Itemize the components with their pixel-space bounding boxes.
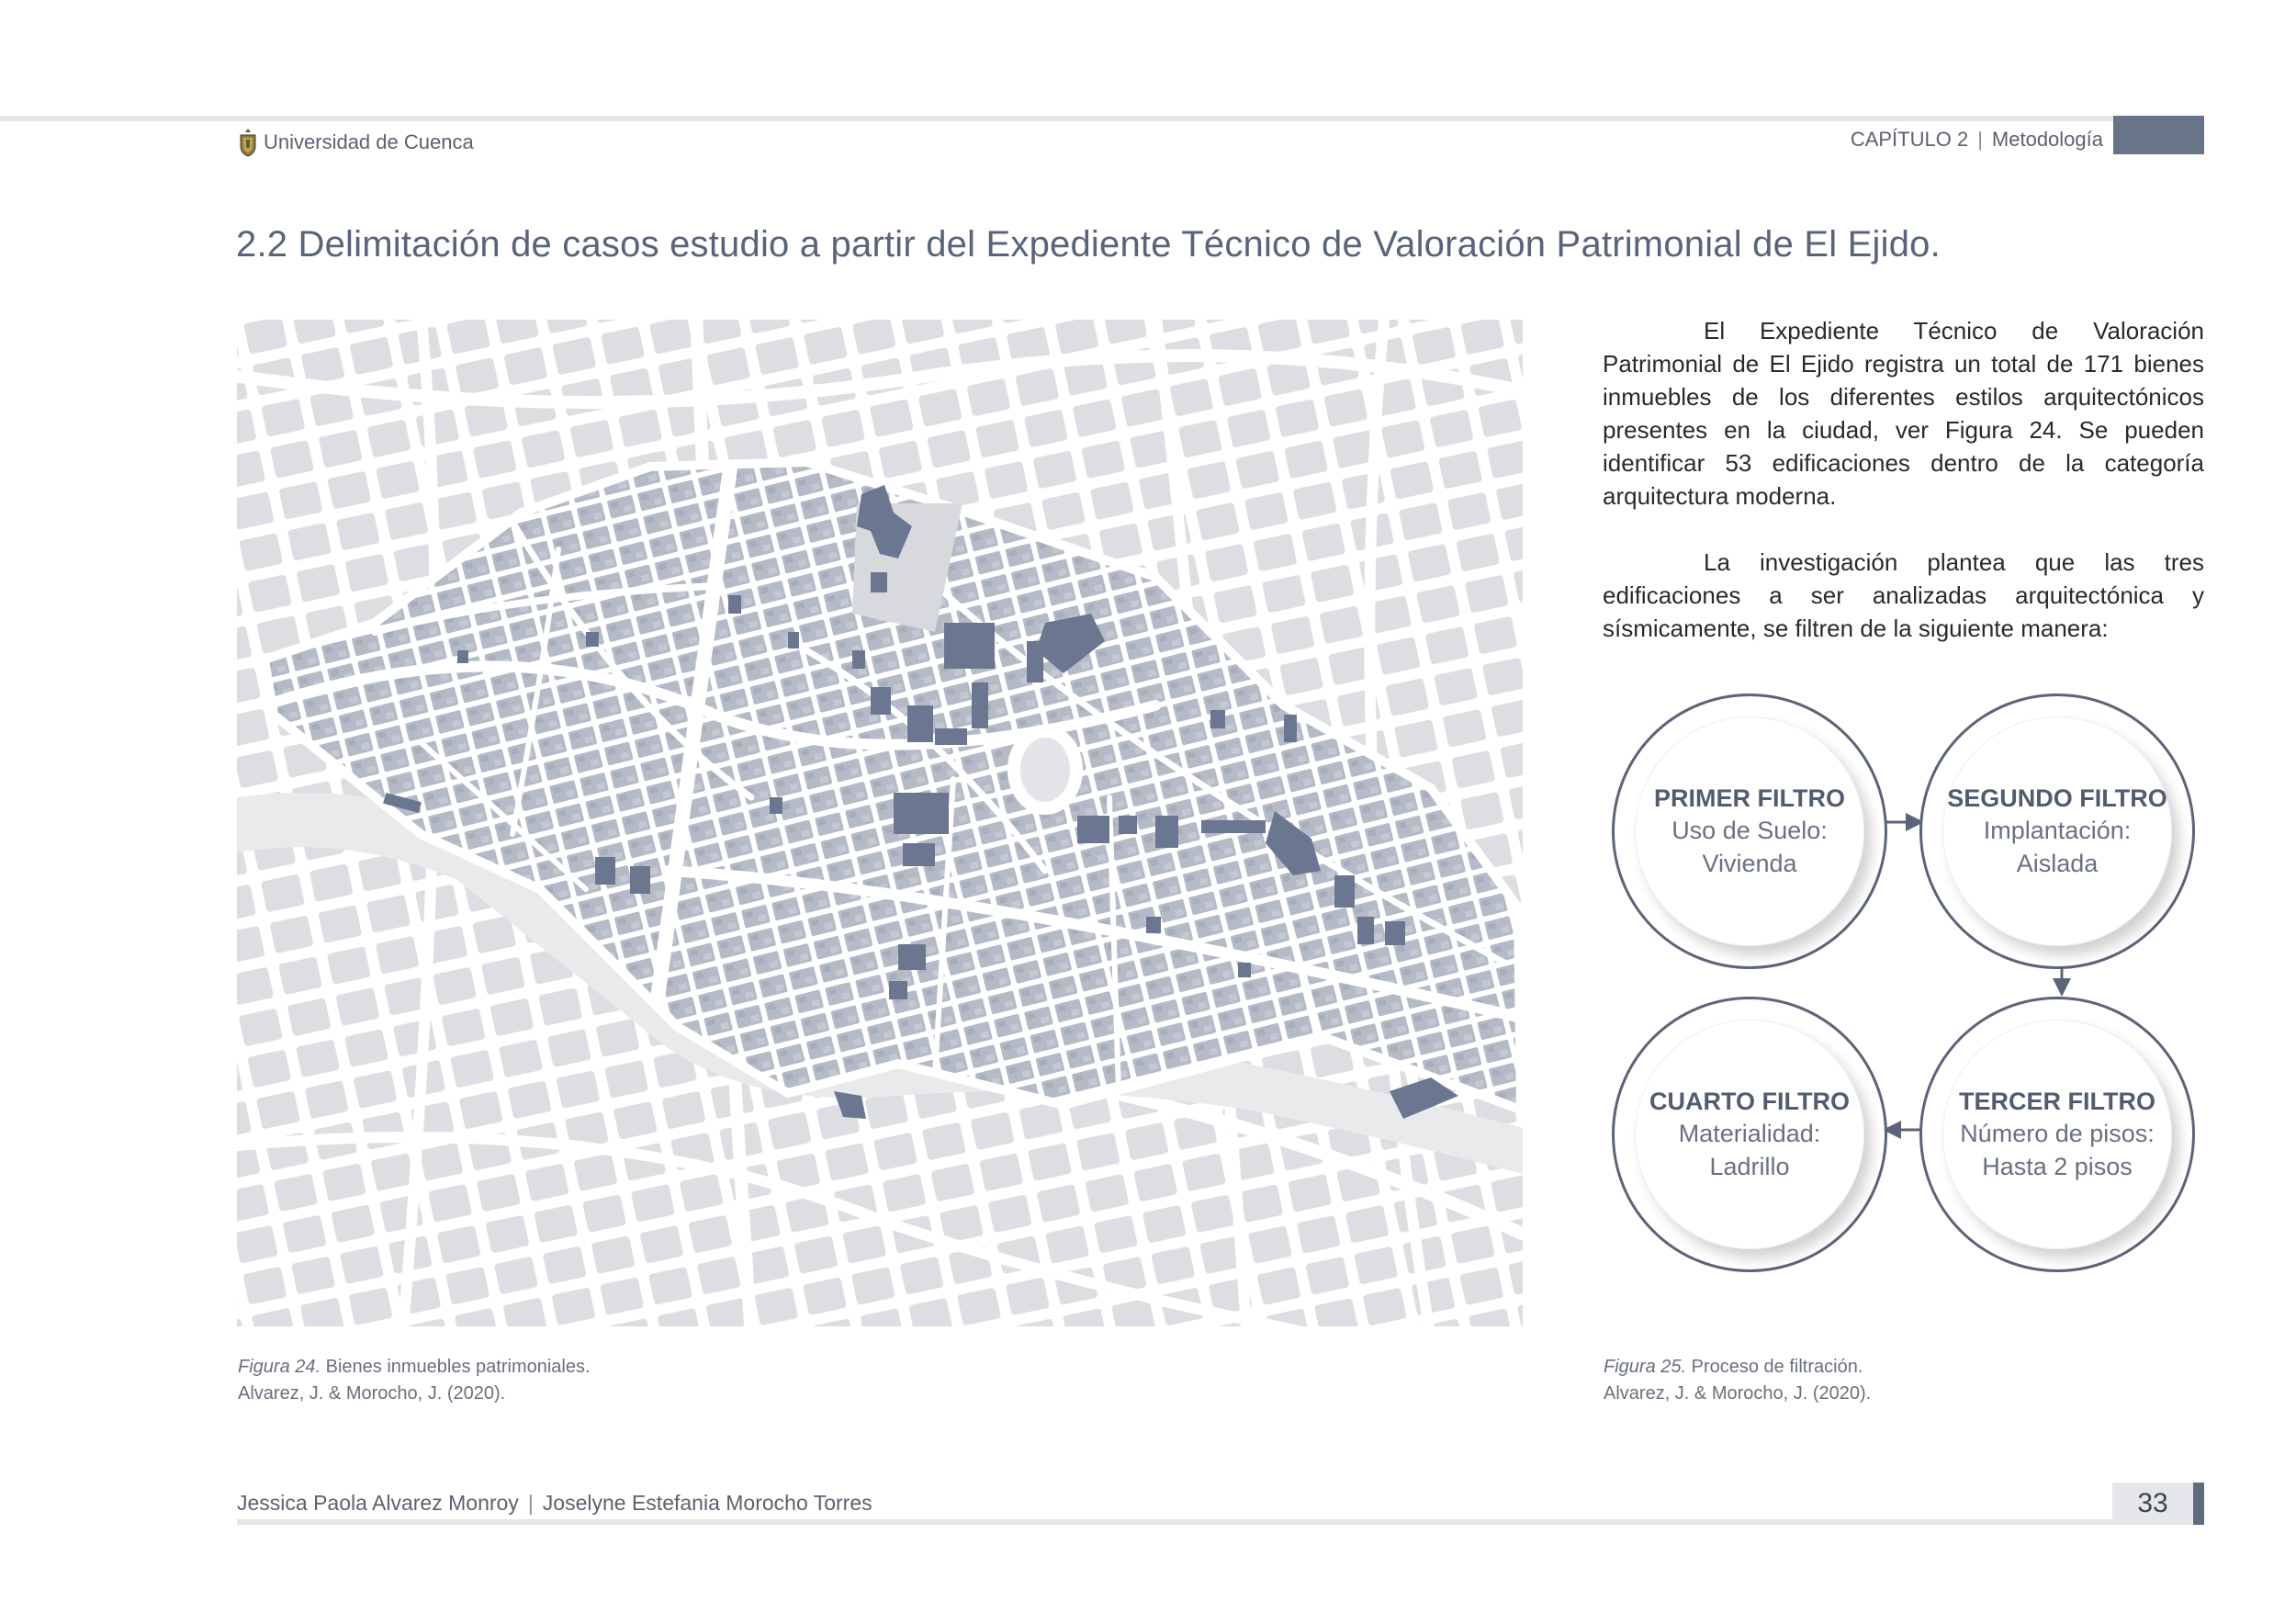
figure-25-caption [1604,1354,1871,1407]
filter-3-line1: Número de pisos: [1960,1120,2155,1147]
filter-circle-1 [1612,694,1887,969]
arrow-head-down-icon [2053,978,2071,997]
header-accent-block [2113,116,2204,154]
filter-circle-3-inner [1942,1020,2172,1249]
figure-24-text: Bienes inmuebles patrimoniales. [325,1357,591,1377]
filter-2-title: SEGUNDO FILTRO [1947,784,2167,812]
footer-authors [237,1491,872,1516]
filter-circle-2-inner [1942,716,2172,946]
filter-1-line2: Vivienda [1702,850,1797,877]
figure-25-label: Figura 25. [1604,1357,1687,1377]
figure-25-source: Alvarez, J. & Morocho, J. (2020). [1604,1383,1872,1404]
filter-1-line1: Uso de Suelo: [1671,817,1828,844]
filter-circle-2 [1919,694,2195,969]
page-number: 33 [2112,1483,2193,1525]
chapter-header [1851,128,2103,152]
filter-process-diagram [1603,684,2209,1272]
chapter-section: Metodología [1991,128,2103,151]
header-rule [0,116,2204,121]
filter-1-title: PRIMER FILTRO [1654,784,1845,812]
university-crest-icon [238,128,258,157]
figure-24-caption [238,1354,591,1407]
filter-circle-1-inner [1635,716,1864,946]
chapter-separator: | [1977,128,1983,151]
chapter-label: CAPÍTULO 2 [1850,128,1969,151]
filter-3-line2: Hasta 2 pisos [1982,1153,2133,1180]
filter-circle-3 [1919,997,2195,1272]
body-paragraph-2: La investigación plantea que las tres edificaciones a ser analizadas arquitectónica y sísmicamente, se filtren de la siguiente manera: [1603,548,2204,642]
filter-circle-4-inner [1635,1020,1864,1249]
body-paragraph-1: El Expediente Técnico de Valoración Patrimonial de El Ejido registra un total de 171 bienes inmuebles de los diferentes estilos arquitectónicos presentes en la ciudad, ver Figura 24. Se pueden identificar 53 edificaciones dentro de la categoría arquitectura moderna. [1603,317,2204,510]
roundabout-plaza [1014,731,1076,808]
university-name: Universidad de Cuenca [264,130,474,153]
author-separator: | [527,1491,534,1515]
figure-24-source: Alvarez, J. & Morocho, J. (2020). [238,1383,506,1404]
filter-4-line2: Ladrillo [1709,1153,1790,1180]
page-number-accent [2193,1483,2204,1525]
page-title: 2.2 Delimitación de casos estudio a partir del Expediente Técnico de Valoración Patrimonial de El Ejido. [236,224,1941,265]
footer-rule [237,1519,2204,1525]
figure-24-label: Figura 24. [238,1357,321,1377]
body-text [1603,314,2204,678]
filter-2-line1: Implantación: [1983,817,2132,844]
filter-4-title: CUARTO FILTRO [1649,1088,1850,1115]
author-2: Joselyne Estefania Morocho Torres [542,1491,872,1515]
filter-circle-4 [1612,997,1887,1272]
filter-4-line1: Materialidad: [1678,1120,1821,1147]
filter-3-title: TERCER FILTRO [1959,1088,2155,1115]
filter-2-line2: Aislada [2016,850,2099,877]
university-header [238,128,474,157]
heritage-map-figure [237,320,1523,1326]
figure-25-text: Proceso de filtración. [1691,1357,1863,1377]
map-svg [237,320,1523,1326]
author-1: Jessica Paola Alvarez Monroy [237,1491,519,1515]
